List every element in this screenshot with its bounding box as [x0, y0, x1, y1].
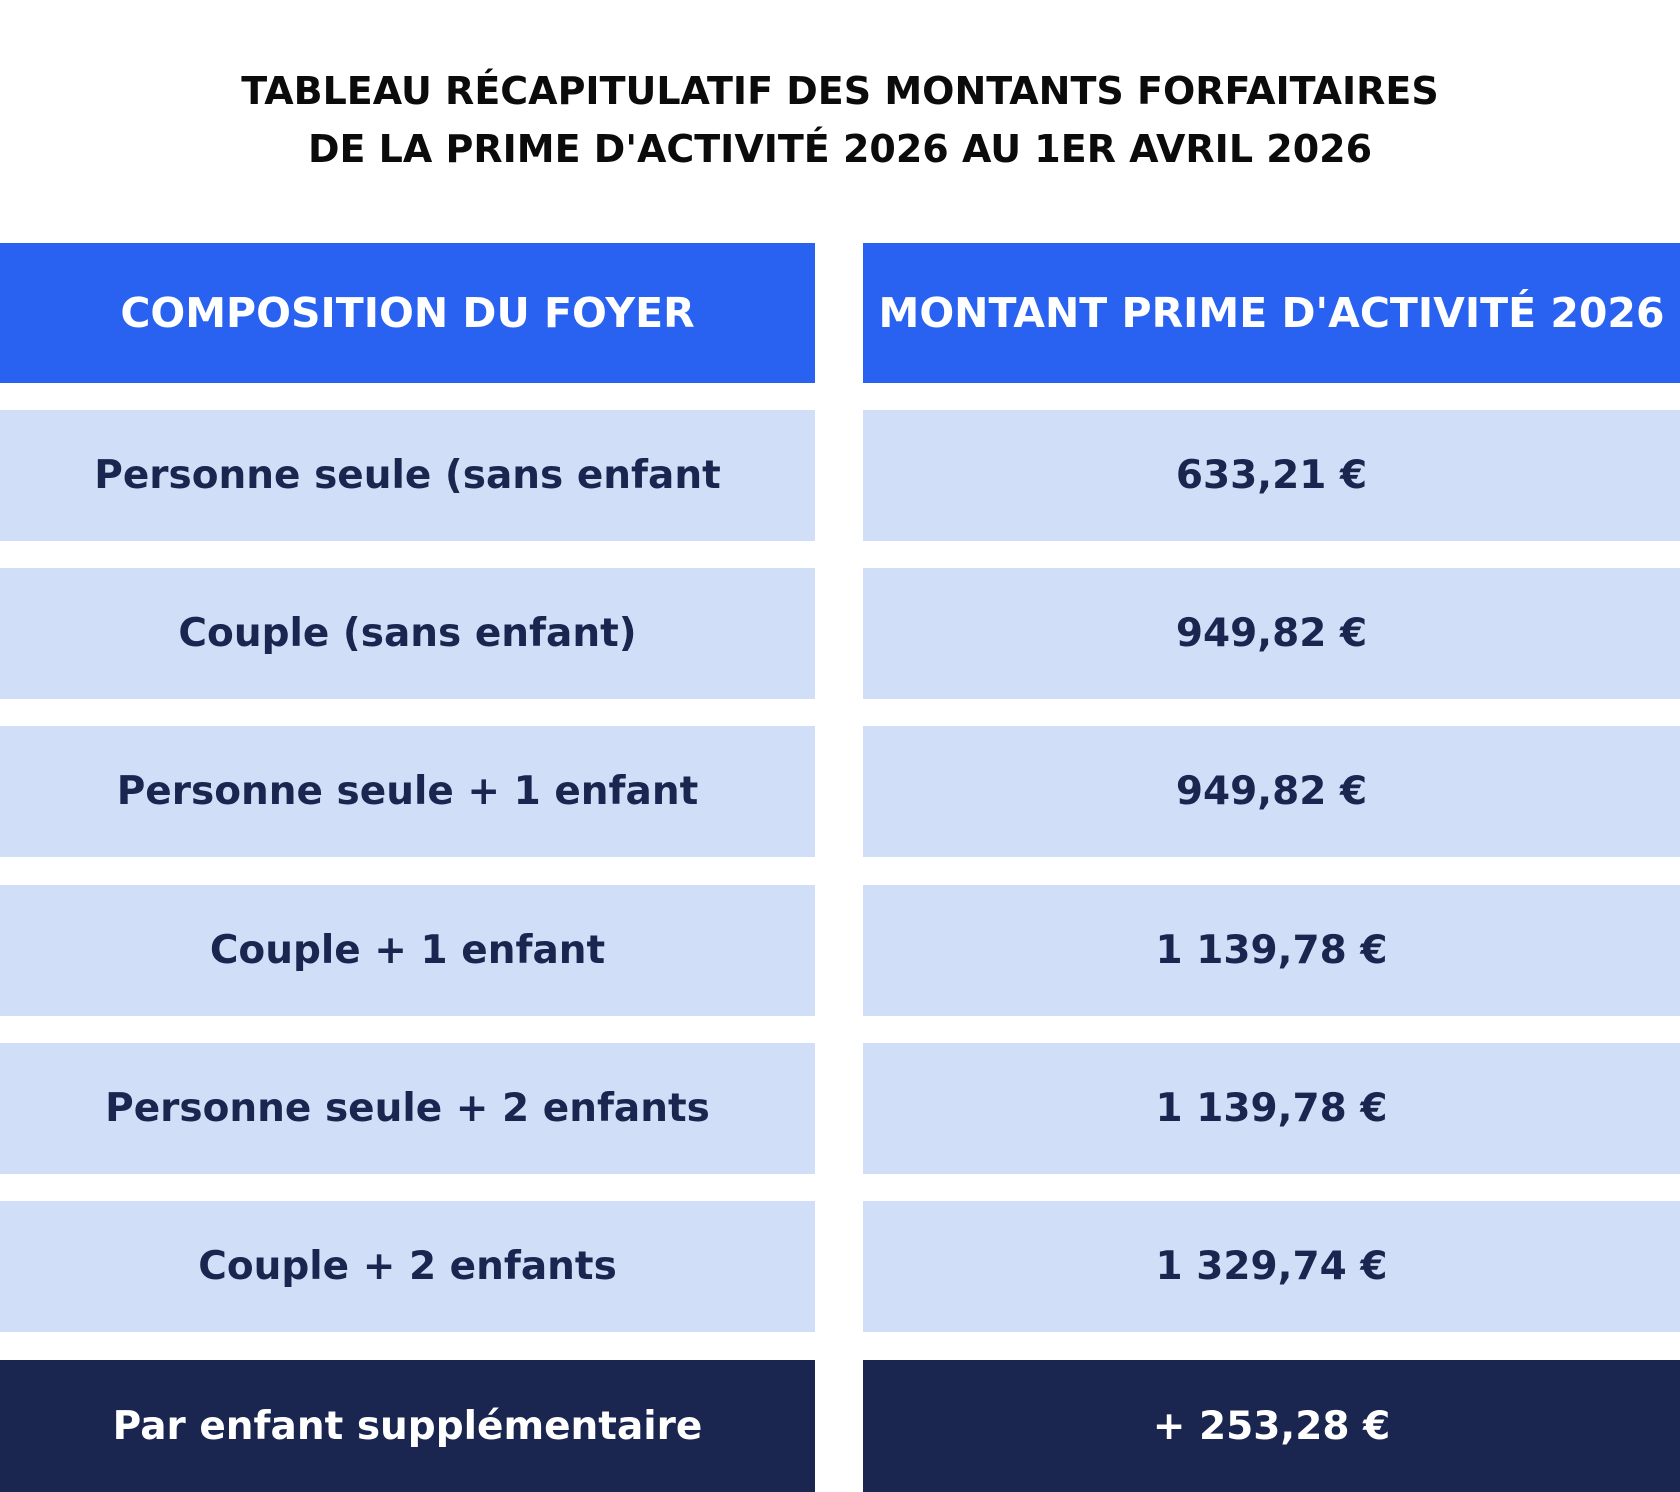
row-6-montant: 1 329,74 €	[863, 1201, 1680, 1332]
row-3-composition: Personne seule + 1 enfant	[0, 726, 815, 857]
row-2-composition: Couple (sans enfant)	[0, 568, 815, 699]
row-5-montant: 1 139,78 €	[863, 1043, 1680, 1174]
footer-montant: + 253,28 €	[863, 1360, 1680, 1492]
row-4-montant: 1 139,78 €	[863, 885, 1680, 1016]
title-line-2: DE LA PRIME D'ACTIVITÉ 2026 AU 1ER AVRIL 2026	[307, 127, 1373, 171]
page-title	[0, 62, 1680, 178]
row-2-montant: 949,82 €	[863, 568, 1680, 699]
row-3-montant: 949,82 €	[863, 726, 1680, 857]
row-1-montant: 633,21 €	[863, 410, 1680, 541]
row-1-composition: Personne seule (sans enfant	[0, 410, 815, 541]
header-montant: MONTANT PRIME D'ACTIVITÉ 2026	[863, 243, 1680, 383]
footer-composition: Par enfant supplémentaire	[0, 1360, 815, 1492]
title-line-1: TABLEAU RÉCAPITULATIF DES MONTANTS FORFAITAIRES	[241, 69, 1439, 113]
row-5-composition: Personne seule + 2 enfants	[0, 1043, 815, 1174]
row-4-composition: Couple + 1 enfant	[0, 885, 815, 1016]
row-6-composition: Couple + 2 enfants	[0, 1201, 815, 1332]
header-composition: COMPOSITION DU FOYER	[0, 243, 815, 383]
